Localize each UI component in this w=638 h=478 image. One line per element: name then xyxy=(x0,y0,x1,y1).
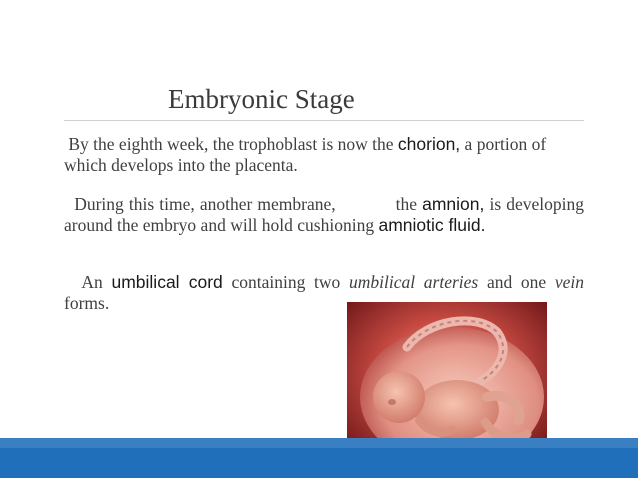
term-umbilical-arteries: umbilical arteries xyxy=(349,272,479,292)
paragraph-amnion xyxy=(64,194,584,236)
term-chorion: chorion, xyxy=(397,134,461,154)
p1-text-after: a portion of which develops into the placenta. xyxy=(64,134,547,175)
term-umbilical-cord: umbilical cord xyxy=(111,272,223,292)
paragraph-chorion xyxy=(64,134,584,176)
p3-text-lead: An xyxy=(81,272,112,292)
footer-band-dark xyxy=(0,448,638,478)
p1-text-before: By the eighth week, the trophoblast is now the xyxy=(68,134,398,154)
term-amnion: amnion, xyxy=(422,194,485,214)
p3-text-and: and one xyxy=(478,272,555,292)
p2-text-between: is developing around the embryo and will hold cushioning xyxy=(64,194,585,235)
p3-text-mid: containing two xyxy=(222,272,349,292)
title-divider xyxy=(64,120,584,121)
p2-text-mid: the xyxy=(395,194,423,214)
term-vein: vein xyxy=(554,272,585,292)
slide-title: Embryonic Stage xyxy=(168,84,355,114)
footer-band-light xyxy=(0,438,638,448)
p2-text-before: During this time, another membrane, xyxy=(74,194,336,214)
p3-text-after: forms. xyxy=(64,293,110,313)
term-amniotic-fluid: amniotic fluid. xyxy=(378,215,486,235)
